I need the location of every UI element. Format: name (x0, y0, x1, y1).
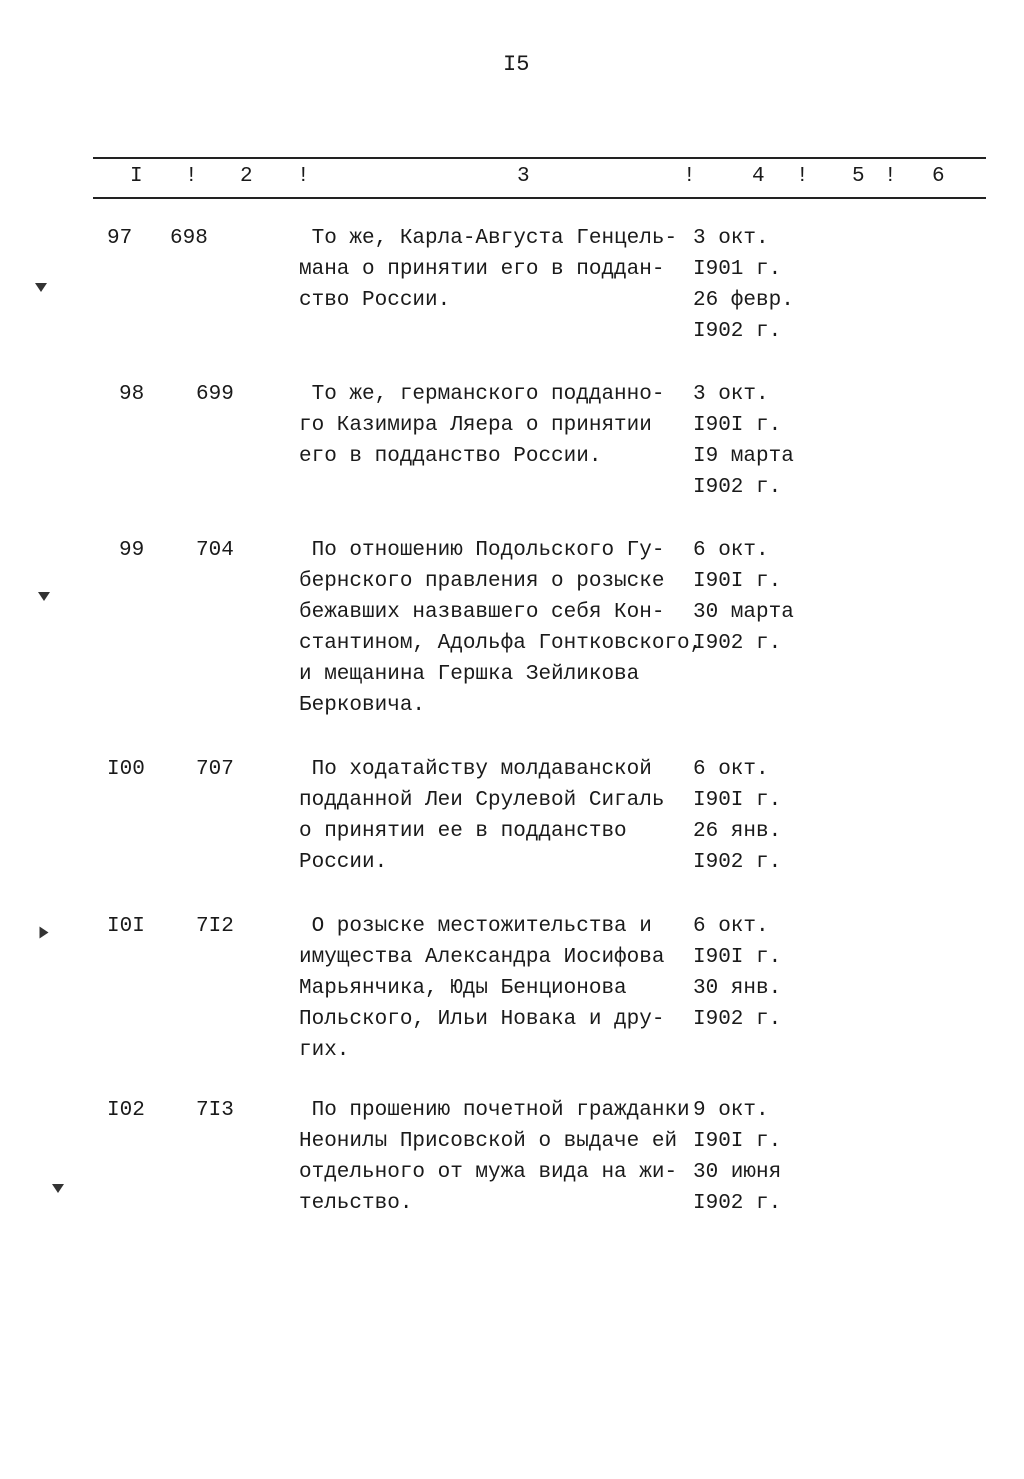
description-line: Польского, Ильи Новака и дру- (299, 1008, 665, 1031)
description-line: То же, германского подданно- (299, 383, 665, 406)
entry-description (299, 223, 677, 316)
date-line: I90I г. (693, 1130, 782, 1153)
date-line: 6 окт. (693, 758, 769, 781)
binding-mark-icon (52, 1184, 64, 1193)
date-line: I90I г. (693, 946, 782, 969)
description-line: и мещанина Гершка Зейликова (299, 663, 640, 686)
entry-dates (693, 223, 794, 347)
date-line: 6 окт. (693, 915, 769, 938)
date-line: 9 окт. (693, 1099, 769, 1122)
date-line: 3 окт. (693, 227, 769, 250)
col-header-6: 6 (932, 165, 945, 188)
description-line: ство России. (299, 289, 451, 312)
description-line: По отношению Подольского Гу- (299, 539, 665, 562)
date-line: I902 г. (693, 851, 782, 874)
entry-description (299, 911, 664, 1066)
date-line: I90I г. (693, 414, 782, 437)
col-separator: ! (185, 165, 198, 188)
description-line: бежавших назвавшего себя Кон- (299, 601, 665, 624)
entry-dates (693, 379, 794, 503)
entry-dates (693, 1095, 781, 1219)
entry-description (299, 535, 702, 721)
date-line: I9 марта (693, 445, 794, 468)
col-header-4: 4 (752, 165, 765, 188)
entry-number: 98 (119, 383, 145, 406)
description-line: Марьянчика, Юды Бенционова (299, 977, 627, 1000)
binding-mark-icon (38, 592, 50, 601)
col-header-3: 3 (517, 165, 530, 188)
date-line: 26 янв. (693, 820, 782, 843)
description-line: По ходатайству молдаванской (299, 758, 652, 781)
date-line: I902 г. (693, 632, 782, 655)
file-number: 704 (196, 539, 234, 562)
description-line: го Казимира Ляера о принятии (299, 414, 652, 437)
file-number: 707 (196, 758, 234, 781)
entry-dates (693, 754, 781, 878)
description-line: России. (299, 851, 388, 874)
col-separator: ! (297, 165, 310, 188)
entry-dates (693, 535, 794, 659)
date-line: 30 марта (693, 601, 794, 624)
description-line: его в подданство России. (299, 445, 602, 468)
date-line: I90I г. (693, 570, 782, 593)
entry-number: I02 (107, 1099, 145, 1122)
date-line: I90I г. (693, 789, 782, 812)
description-line: тельство. (299, 1192, 413, 1215)
file-number: 7I2 (196, 915, 234, 938)
date-line: 30 июня (693, 1161, 782, 1184)
entry-number: I0I (107, 915, 145, 938)
date-line: I902 г. (693, 1192, 782, 1215)
col-header-2: 2 (240, 165, 253, 188)
col-header-5: 5 (852, 165, 865, 188)
entry-number: 99 (119, 539, 145, 562)
description-line: мана о принятии его в поддан- (299, 258, 665, 281)
description-line: стантином, Адольфа Гонтковского, (299, 632, 703, 655)
entry-description (299, 1095, 690, 1219)
col-separator: ! (796, 165, 809, 188)
col-header-1: I (130, 165, 143, 188)
page-number: I5 (503, 52, 530, 77)
description-line: Берковича. (299, 694, 426, 717)
col-separator: ! (884, 165, 897, 188)
binding-mark-icon (35, 283, 47, 292)
date-line: I902 г. (693, 476, 782, 499)
description-line: имущества Александра Иосифова (299, 946, 665, 969)
description-line: О розыске местожительства и (299, 915, 652, 938)
date-line: I902 г. (693, 1008, 782, 1031)
date-line: 6 окт. (693, 539, 769, 562)
header-bottom-rule (93, 197, 986, 199)
description-line: о принятии ее в подданство (299, 820, 627, 843)
date-line: 3 окт. (693, 383, 769, 406)
date-line: I901 г. (693, 258, 782, 281)
file-number: 7I3 (196, 1099, 234, 1122)
description-line: подданной Леи Срулевой Сигаль (299, 789, 665, 812)
col-separator: ! (683, 165, 696, 188)
entry-description (299, 754, 664, 878)
file-number: 698 (170, 227, 208, 250)
header-top-rule (93, 157, 986, 159)
date-line: I902 г. (693, 320, 782, 343)
file-number: 699 (196, 383, 234, 406)
description-line: Неонилы Присовской о выдаче ей (299, 1130, 678, 1153)
entry-dates (693, 911, 781, 1035)
date-line: 30 янв. (693, 977, 782, 1000)
description-line: бернского правления о розыске (299, 570, 665, 593)
entry-description (299, 379, 664, 472)
date-line: 26 февр. (693, 289, 794, 312)
entry-number: I00 (107, 758, 145, 781)
binding-mark-icon (40, 927, 49, 939)
description-line: То же, Карла-Августа Генцель- (299, 227, 678, 250)
description-line: отдельного от мужа вида на жи- (299, 1161, 678, 1184)
description-line: гих. (299, 1039, 350, 1062)
entry-number: 97 (107, 227, 133, 250)
description-line: По прошению почетной гражданки (299, 1099, 690, 1122)
